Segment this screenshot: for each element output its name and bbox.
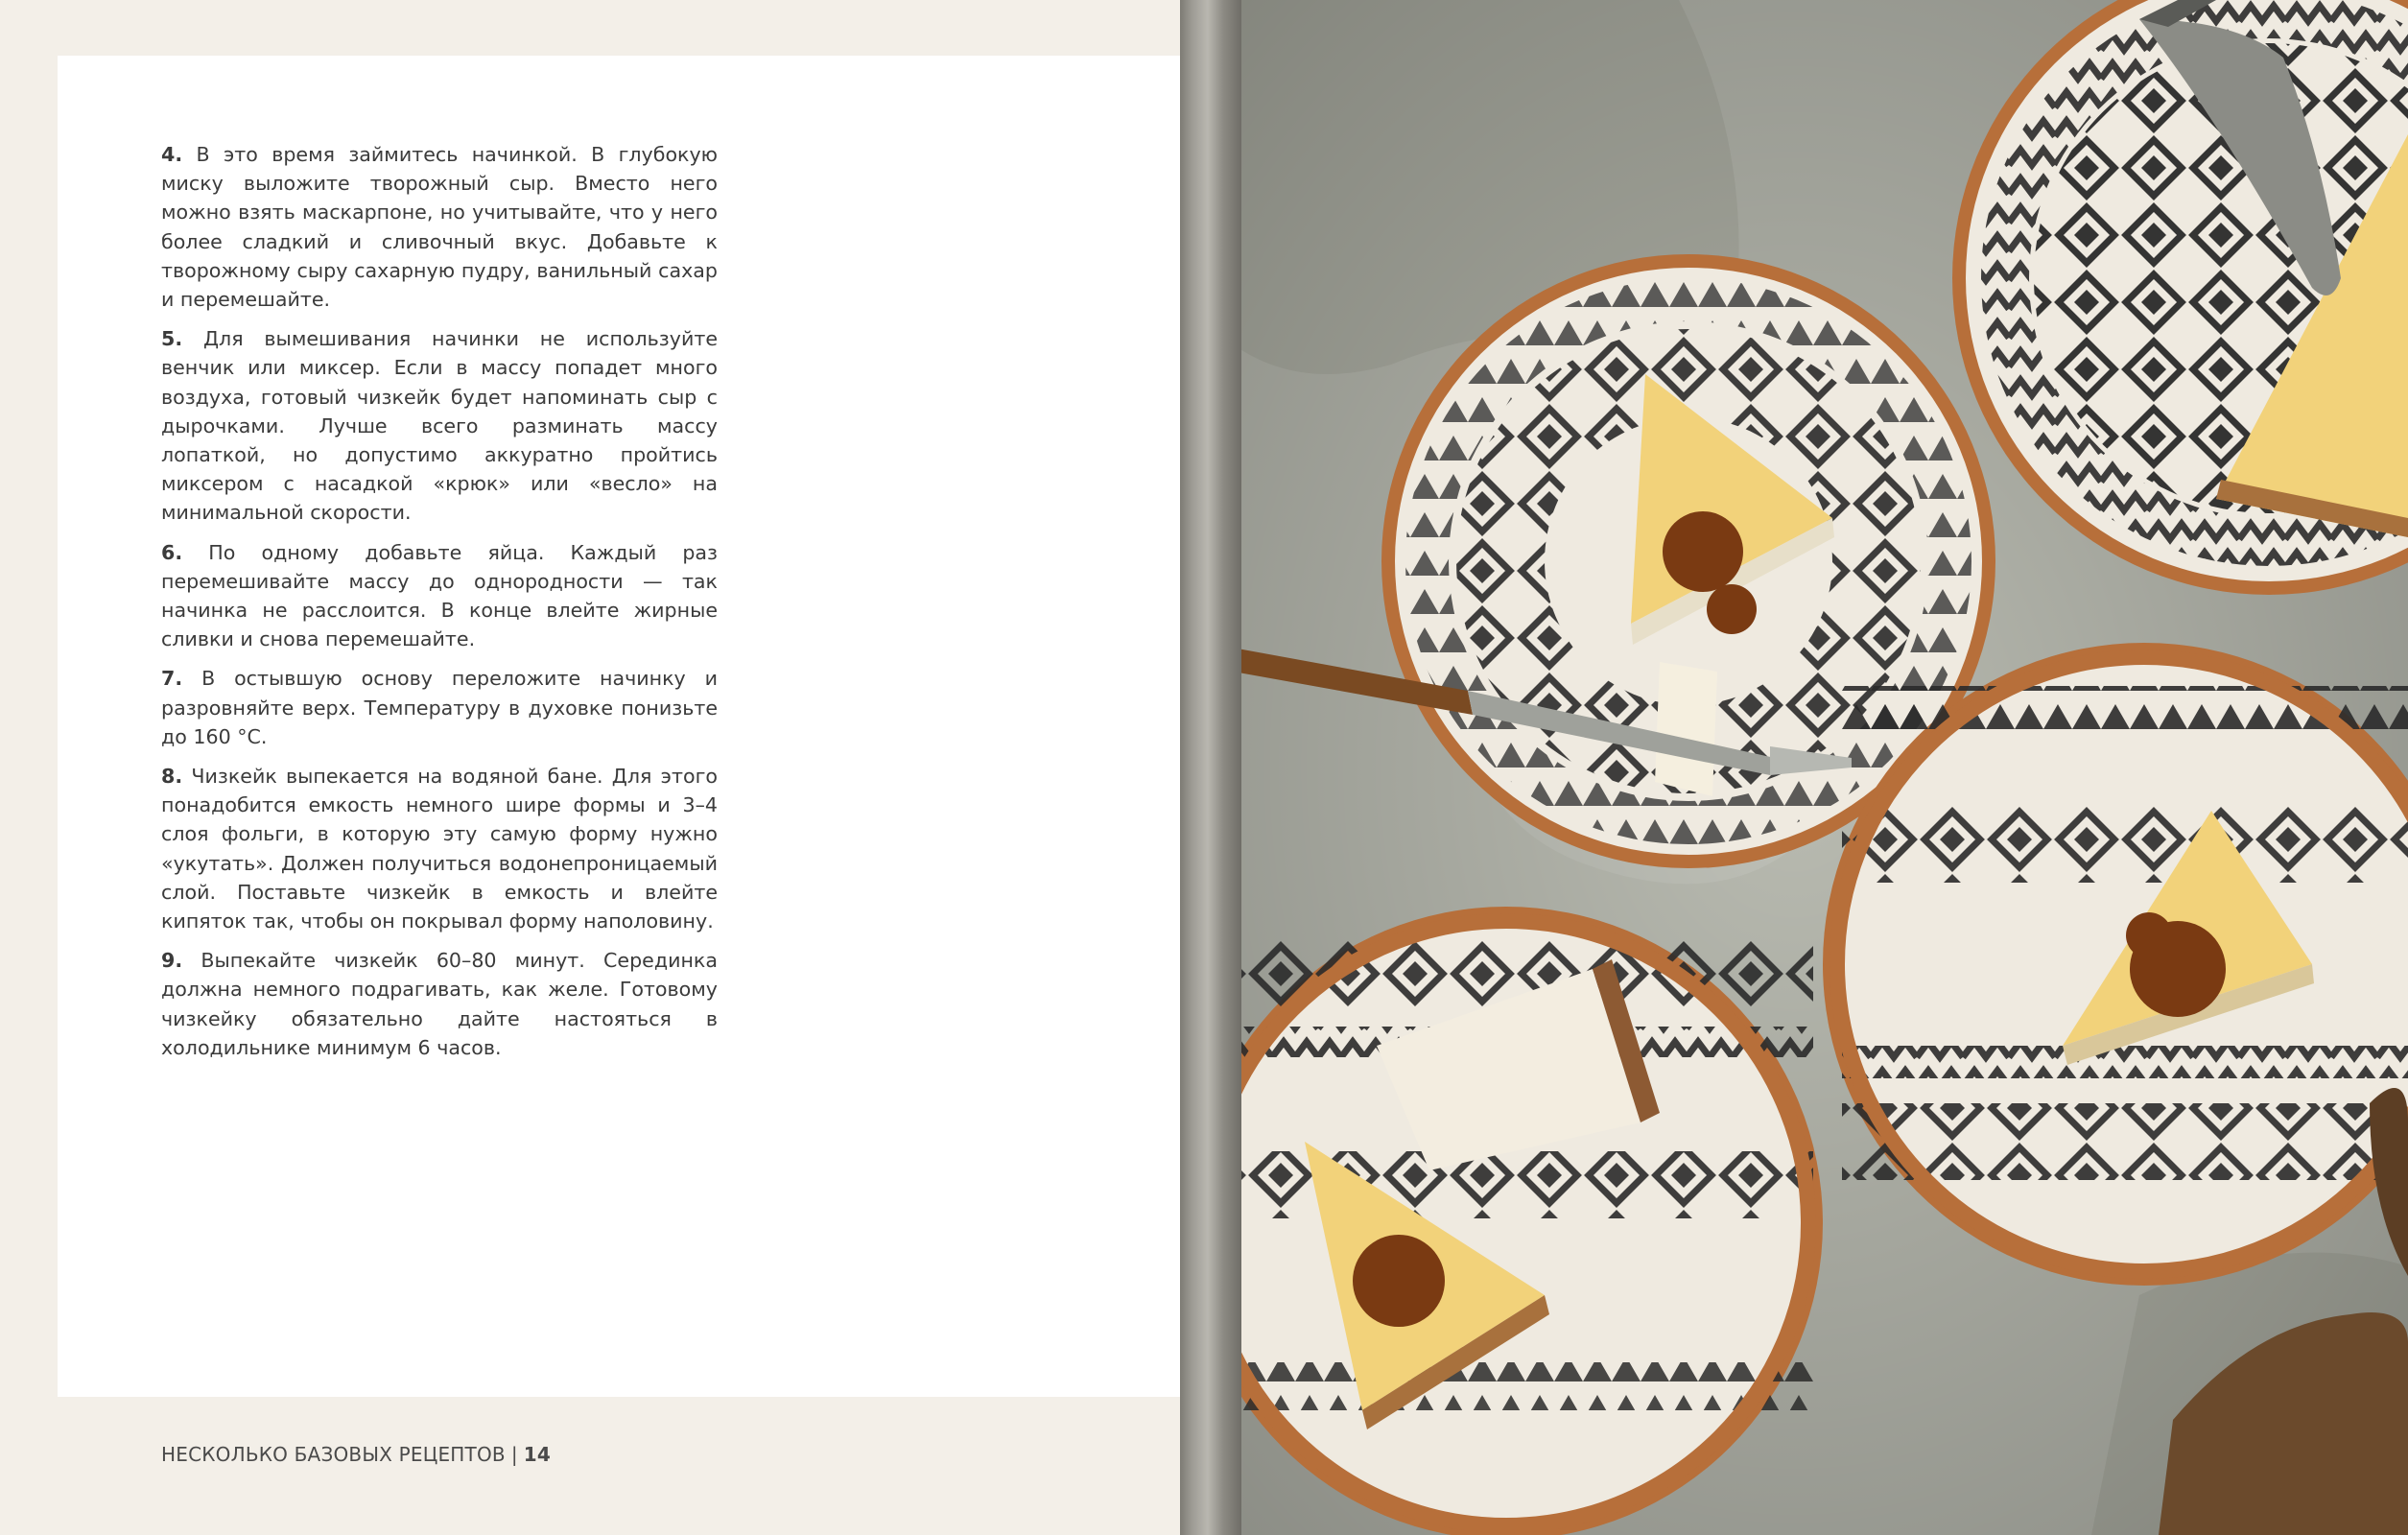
footer-separator: | <box>510 1443 518 1466</box>
step-number: 8. <box>161 765 183 789</box>
plate-bottom-left <box>1190 907 1823 1535</box>
recipe-step <box>161 324 718 527</box>
left-page <box>0 0 1180 1535</box>
step-text: В остывшую основу переложите начинку и разровняйте верх. Температуру в духовке понизьте до 160 °С. <box>161 667 719 748</box>
recipe-step <box>161 140 718 314</box>
step-number: 9. <box>161 949 183 973</box>
step-text: По одному добавьте яйца. Каждый раз перемешивайте массу до однородности — так начинка не расслоится. В конце влейте жирные сливки и снова перемешайте. <box>161 540 718 651</box>
step-number: 4. <box>161 143 183 166</box>
recipe-step <box>161 762 718 935</box>
recipe-steps <box>161 140 718 1073</box>
section-title: НЕСКОЛЬКО БАЗОВЫХ РЕЦЕПТОВ <box>161 1443 506 1466</box>
step-text: Для вымешивания начинки не используйте венчик или миксер. Если в массу попадет много воздуха, готовый чизкейк будет напоминать сыр с дырочками. Лучше всего разминать массу лопаткой, но допустимо аккуратно пройтись миксером с насадкой «крюк» или «весло» на минимальной скорости. <box>161 327 718 525</box>
step-number: 6. <box>161 540 183 564</box>
book-gutter <box>1180 0 1241 1535</box>
step-text: Выпекайте чизкейк 60–80 минут. Серединка должна немного подрагивать, как желе. Готовому чизкейку обязательно дайте настояться в холодильнике минимум 6 часов. <box>161 949 718 1059</box>
cheesecake-photo <box>1180 0 2408 1535</box>
step-number: 5. <box>161 327 183 351</box>
step-number: 7. <box>161 667 183 691</box>
recipe-step <box>161 538 718 654</box>
step-text: Чизкейк выпекается на водяной бане. Для этого понадобится емкость немного шире формы и 3–4 слоя фольги, в которую эту самую форму нужно «укутать». Должен получиться водонепроницаемый слой. Поставьте чизкейк в емкость и влейте кипяток так, чтобы он покрывал форму наполовину. <box>161 765 718 933</box>
page-number: 14 <box>523 1443 552 1466</box>
running-footer <box>161 1443 551 1466</box>
recipe-step <box>161 664 718 751</box>
recipe-step <box>161 946 718 1062</box>
step-text: В это время займитесь начинкой. В глубокую миску выложите творожный сыр. Вместо него можно взять маскарпоне, но учитывайте, что у него более сладкий и сливочный вкус. Добавьте к творожному сыру сахарную пудру, ванильный сахар и перемешайте. <box>161 143 719 312</box>
